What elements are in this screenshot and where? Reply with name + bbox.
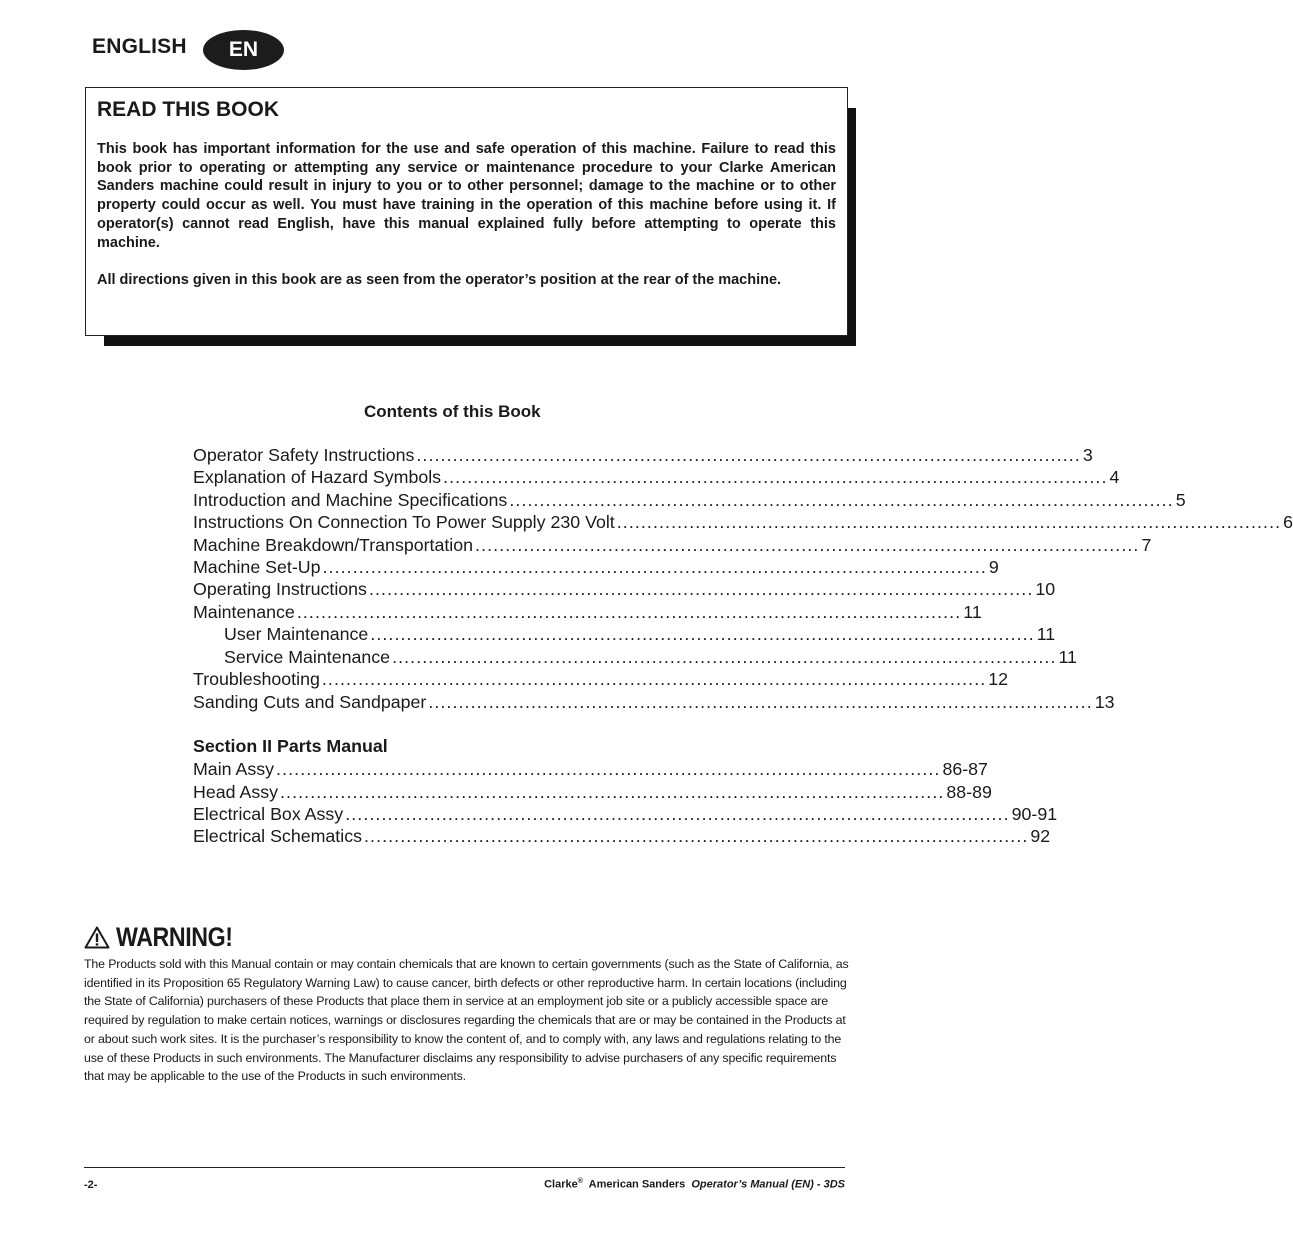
toc-leader-dots: .............................................................................................................. xyxy=(363,826,1029,846)
toc-entry-title: Electrical Box Assy xyxy=(193,804,344,824)
section-ii-heading: Section II Parts Manual xyxy=(193,736,388,756)
read-this-book-box xyxy=(85,87,848,336)
toc-entry xyxy=(193,691,1115,713)
toc-entry-page: 3 xyxy=(1082,445,1093,465)
toc-leader-dots: .............................................................................................................. xyxy=(416,445,1081,465)
toc-subentry xyxy=(224,623,1056,645)
toc-entry xyxy=(193,803,1058,825)
toc-entry xyxy=(193,825,1051,847)
read-box-paragraph-2: All directions given in this book are as seen from the operator’s position at the rear of the machine. xyxy=(97,272,782,288)
toc-entry-title: Machine Set-Up xyxy=(193,557,321,577)
toc-entry-title: Operator Safety Instructions xyxy=(193,445,415,465)
toc-entry-title: Head Assy xyxy=(193,782,278,802)
warning-body: The Products sold with this Manual contain or may contain chemicals that are known to certain governments (such as the State of California, as identified in its Proposition 65 Regulatory Warning Law) to cause cancer, birth defects or other reproductive harm. In certain locations (including the State of California) purchasers of these Products that place them in service at an employment job site or a publicly accessible space are required by regulation to make certain notices, warnings or disclosures regarding the chemicals that are or may be contained in the Products at or about such work sites. It is the purchaser’s responsibility to know the content of, and to comply with, any laws and regulations relating to the use of these Products in such environments. The Manufacturer disclaims any responsibility to advise purchasers of any specific requirements that may be applicable to the use of the Products in such environments. xyxy=(84,957,849,1084)
toc-entry-page: 86-87 xyxy=(942,759,988,779)
toc-entry-page: 7 xyxy=(1141,535,1152,555)
toc-entry-page: 11 xyxy=(963,602,982,622)
toc-leader-dots: .............................................................................................................. xyxy=(322,557,987,577)
toc-entry-page: 11 xyxy=(1058,647,1077,667)
toc-entry-title: Main Assy xyxy=(193,759,275,779)
toc-entry-page: 5 xyxy=(1175,490,1186,510)
toc-entry xyxy=(193,758,988,780)
toc-entry xyxy=(193,534,1152,556)
read-box-heading: READ THIS BOOK xyxy=(97,98,280,121)
toc-leader-dots: .............................................................................................................. xyxy=(475,535,1140,555)
toc-entry-page: 4 xyxy=(1109,467,1120,487)
read-box-paragraph-1: This book has important information for the use and safe operation of this machine. Failure to read this book prior to operating or attempting any service or maintenance procedure to your Clarke American Sanders machine could result in injury to you or to other personnel; damage to the machine or to other property could occur as well. You must have training in the operation of this machine before using it. If operator(s) cannot read English, have this manual explained fully before attempting to operate this machine. xyxy=(97,141,836,251)
toc-leader-dots: .............................................................................................................. xyxy=(392,647,1057,667)
warning-title: WARNING! xyxy=(116,922,233,952)
toc-entry-page: 88-89 xyxy=(946,782,992,802)
footer-company: American Sanders xyxy=(588,1178,686,1191)
toc-entry-title: Explanation of Hazard Symbols xyxy=(193,467,442,487)
toc-leader-dots: .............................................................................................................. xyxy=(296,602,962,622)
toc-entry-title: Introduction and Machine Specifications xyxy=(193,490,508,510)
toc-entry xyxy=(193,511,1293,533)
footer-page-number: -2- xyxy=(84,1179,98,1191)
toc-leader-dots: .............................................................................................................. xyxy=(321,669,987,689)
toc-entry-page: 10 xyxy=(1035,579,1056,599)
toc-entry-title: Sanding Cuts and Sandpaper xyxy=(193,692,427,712)
footer-rule xyxy=(84,1167,845,1168)
toc-leader-dots: .............................................................................................................. xyxy=(345,804,1010,824)
toc-entry-page: 90-91 xyxy=(1011,804,1058,824)
toc-entry xyxy=(193,444,1093,466)
toc-entry xyxy=(193,466,1120,488)
toc-leader-dots: .............................................................................................................. xyxy=(370,624,1035,644)
toc-entry-title: User Maintenance xyxy=(224,624,369,644)
toc-entry-title: Troubleshooting xyxy=(193,669,320,689)
toc-leader-dots: .............................................................................................................. xyxy=(509,490,1174,510)
toc-entry-page: 12 xyxy=(988,669,1009,689)
toc-leader-dots: .............................................................................................................. xyxy=(428,692,1093,712)
toc-entry-page: 6 xyxy=(1283,512,1293,532)
toc-entry-page: 9 xyxy=(988,557,999,577)
toc-entry-page: 11 xyxy=(1036,624,1056,644)
toc-entry-title: Instructions On Connection To Power Supply 230 Volt xyxy=(193,512,615,532)
toc-leader-dots: .............................................................................................................. xyxy=(280,782,945,802)
warning-triangle-icon xyxy=(84,926,110,949)
toc-entry xyxy=(193,781,992,803)
footer-manual-title: Operator’s Manual (EN) - 3DS xyxy=(691,1178,845,1191)
footer-brand: Clarke xyxy=(544,1178,578,1191)
toc-entry xyxy=(193,556,999,578)
registered-mark: ® xyxy=(577,1178,583,1185)
language-badge: EN xyxy=(203,30,284,70)
toc-entry-title: Maintenance xyxy=(193,602,295,622)
toc-entry xyxy=(193,489,1186,511)
toc-entry-title: Machine Breakdown/Transportation xyxy=(193,535,474,555)
toc-entry-title: Electrical Schematics xyxy=(193,826,362,846)
toc-leader-dots: .............................................................................................................. xyxy=(443,467,1108,487)
language-label: ENGLISH xyxy=(92,35,187,58)
toc-entry-title: Service Maintenance xyxy=(224,647,391,667)
toc-leader-dots: .............................................................................................................. xyxy=(616,512,1282,532)
toc-leader-dots: .............................................................................................................. xyxy=(276,759,941,779)
toc-entry xyxy=(193,668,1009,690)
toc-leader-dots: .............................................................................................................. xyxy=(368,579,1034,599)
contents-heading: Contents of this Book xyxy=(364,402,541,421)
footer-manual-info xyxy=(544,1178,845,1191)
toc-entry-title: Operating Instructions xyxy=(193,579,367,599)
toc-entry xyxy=(193,601,982,623)
toc-subentry xyxy=(224,646,1077,668)
toc-entry-page: 92 xyxy=(1030,826,1051,846)
toc-entry-page: 13 xyxy=(1094,692,1115,712)
warning-heading xyxy=(84,922,251,953)
toc-entry xyxy=(193,578,1056,600)
